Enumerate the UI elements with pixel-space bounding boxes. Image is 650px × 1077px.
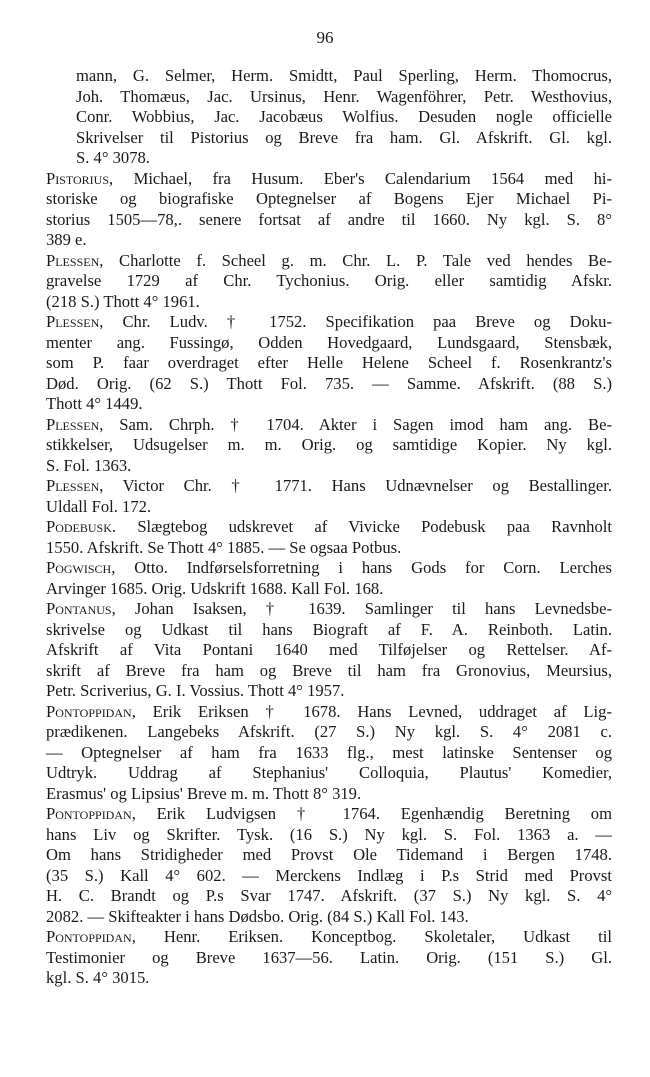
register-entry (46, 251, 612, 313)
entry-line-text: , Erik Eriksen † 1678. Hans Levned, uddraget af Lig- (131, 701, 612, 721)
entry-line (46, 947, 612, 969)
entry-heading: Pontoppidan (46, 804, 132, 823)
entry-line-text: , Otto. Indførselsforretning i hans Gods for Corn. Lerches (111, 558, 612, 577)
entry-line (46, 763, 612, 784)
entry-line (46, 619, 612, 641)
entry-line-text: prædikenen. Langebeks Afskrift. (27 S.) Ny kgl. S. 4° 2081 c. (46, 722, 612, 741)
entry-line-text: 2082. — Skifteakter i hans Dødsbo. Orig. (84 S.) Kall Fol. 143. (46, 906, 469, 926)
entry-line (46, 804, 612, 825)
entry-line (46, 455, 612, 477)
entry-line-text: Afskrift af Vita Pontani 1640 med Tilføjelser og Rettelser. Af- (46, 640, 612, 659)
entry-heading: Pontoppidan (46, 701, 132, 721)
entry-line (46, 271, 612, 292)
entry-heading: Plessen (46, 250, 100, 270)
entry-line-text: , Erik Ludvigsen † 1764. Egenhændig Beretning om (131, 804, 612, 823)
entry-line (46, 845, 612, 866)
continued-entry (46, 66, 612, 169)
entry-heading: Pontanus (46, 599, 112, 618)
entry-heading: Plessen (46, 414, 100, 434)
entry-line (46, 865, 612, 887)
entry-line-text: — Optegnelser af ham fra 1633 flg., mest latinske Sentenser og (46, 742, 612, 762)
entry-line (46, 394, 612, 415)
entry-line (46, 209, 612, 231)
entry-line (46, 886, 612, 907)
entry-line-text: Udtryk. Uddrag af Stephanius' Colloquia, Plautus' Komedier, (46, 763, 612, 782)
entry-line (46, 332, 612, 354)
entry-line-text: , Henr. Eriksen. Konceptbog. Skoletaler, Udkast til (131, 927, 612, 946)
register-entry (46, 517, 612, 558)
entry-line-text: , Sam. Chrph. † 1704. Akter i Sagen imod ham ang. Be- (99, 414, 612, 434)
entry-line (76, 107, 612, 128)
entry-line (46, 824, 612, 846)
entry-line-text: storiske og biografiske Optegnelser af Bogens Ejer Michael Pi- (46, 189, 612, 208)
entry-line (46, 681, 612, 702)
entry-line (46, 189, 612, 210)
entry-heading: Pistorius (46, 168, 110, 188)
entry-line-text: Erasmus' og Lipsius' Breve m. m. Thott 8° 319. (46, 783, 362, 803)
entry-line (46, 414, 612, 436)
register-entry (46, 804, 612, 927)
entry-line-text: Skrivelser til Pistorius og Breve fra ham. Gl. Afskrift. Gl. kgl. (76, 127, 612, 147)
register-entry (46, 415, 612, 477)
entry-line (46, 476, 612, 497)
entry-line-text: Om hans Stridigheder med Provst Ole Tidemand i Bergen 1748. (46, 845, 612, 864)
register-entry (46, 312, 612, 415)
entry-line-text: , Chr. Ludv. † 1752. Specifikation paa Breve og Doku- (99, 312, 612, 331)
entry-line (46, 353, 612, 374)
entry-line (46, 291, 612, 313)
entry-line (46, 906, 612, 928)
entry-heading: Plessen (46, 476, 100, 495)
entry-heading: Pontoppidan (46, 927, 132, 946)
entry-line-text: , Charlotte f. Scheel g. m. Chr. L. P. Tale ved hendes Be- (99, 250, 612, 270)
register-entry (46, 558, 612, 599)
register-entry (46, 169, 612, 251)
entry-line (46, 496, 612, 518)
entry-line-text: 1550. Afskrift. Se Thott 4° 1885. — Se ogsaa Potbus. (46, 537, 402, 557)
entry-line (46, 250, 612, 272)
entry-line-text: skrivelse og Udkast til hans Biograft af F. A. Reinboth. Latin. (46, 619, 612, 639)
entry-line-text: stikkelser, Udsugelser m. m. Orig. og samtidige Kopier. Ny kgl. (46, 435, 612, 454)
entry-line (46, 783, 612, 805)
entry-line-text: , Victor Chr. † 1771. Hans Udnævnelser og Bestallinger. (99, 476, 612, 495)
entry-line (46, 517, 612, 538)
entry-line-text: mann, G. Selmer, Herm. Smidtt, Paul Sperling, Herm. Thomocrus, (76, 66, 612, 85)
register-entry (46, 476, 612, 517)
entry-line (46, 168, 612, 190)
entry-line-text: (35 S.) Kall 4° 602. — Merckens Indlæg i P.s Strid med Provst (46, 865, 612, 885)
entry-line (76, 148, 612, 169)
entry-line-text: H. C. Brandt og P.s Svar 1747. Afskrift. (37 S.) Ny kgl. S. 4° (46, 886, 612, 905)
entry-line-text: Testimonier og Breve 1637—56. Latin. Orig. (151 S.) Gl. (46, 947, 612, 967)
entry-line (76, 66, 612, 87)
entry-line (76, 128, 612, 149)
entry-line (46, 558, 612, 579)
entry-line (46, 373, 612, 395)
entry-line-text: Petr. Scriverius, G. I. Vossius. Thott 4° 1957. (46, 681, 345, 700)
entry-heading: Pogwisch (46, 558, 112, 577)
entry-line-text: 389 e. (46, 230, 87, 249)
entry-line-text: Joh. Thomæus, Jac. Ursinus, Henr. Wagenföhrer, Petr. Westhovius, (76, 86, 612, 106)
entry-line-text: Uldall Fol. 172. (46, 496, 152, 516)
entry-line (46, 660, 612, 682)
entry-line-text: (218 S.) Thott 4° 1961. (46, 291, 200, 311)
entry-line (46, 640, 612, 661)
entry-line (46, 927, 612, 948)
entry-line (46, 722, 612, 743)
entry-line-text: skrift af Breve fra ham og Breve til ham fra Gronovius, Meursius, (46, 660, 612, 680)
entry-line (46, 578, 612, 600)
entry-line-text: , Johan Isaksen, † 1639. Samlinger til hans Levnedsbe- (111, 599, 612, 618)
entry-line-text: , Michael, fra Husum. Eber's Calendarium 1564 med hi- (109, 168, 612, 188)
entry-line (46, 599, 612, 620)
entry-line-text: storius 1505—78,. senere fortsat af andre til 1660. Ny kgl. S. 8° (46, 209, 612, 229)
entry-line-text: Thott 4° 1449. (46, 394, 143, 413)
entry-line (46, 537, 612, 559)
page-number: 96 (316, 28, 334, 47)
entry-line-text: som P. faar overdraget efter Helle Helene Scheel f. Rosenkrantz's (46, 353, 612, 372)
entry-line (46, 435, 612, 456)
register-entry (46, 927, 612, 989)
entry-line-text: gravelse 1729 af Chr. Tychonius. Orig. eller samtidig Afskr. (46, 271, 612, 290)
entry-line-text: Conr. Wobbius, Jac. Jacobæus Wolfius. Desuden nogle officielle (76, 107, 612, 126)
register-entry (46, 702, 612, 805)
entry-line-text: . Slægtebog udskrevet af Vivicke Podebusk paa Ravnholt (111, 517, 612, 536)
register-text (46, 66, 612, 989)
entry-line-text: S. 4° 3078. (76, 148, 150, 167)
entry-heading: Podebusk (46, 517, 112, 536)
entry-line (46, 312, 612, 333)
entry-line (46, 230, 612, 251)
entry-line (46, 701, 612, 723)
entry-line-text: Arvinger 1685. Orig. Udskrift 1688. Kall Fol. 168. (46, 578, 384, 598)
entry-line (76, 87, 612, 108)
entry-line-text: S. Fol. 1363. (46, 455, 132, 475)
entry-heading: Plessen (46, 312, 100, 331)
entry-line (46, 968, 612, 989)
register-entry (46, 599, 612, 702)
entry-line-text: hans Liv og Skrifter. Tysk. (16 S.) Ny kgl. S. Fol. 1363 a. — (46, 824, 612, 844)
entry-line-text: kgl. S. 4° 3015. (46, 968, 150, 987)
entry-line-text: Død. Orig. (62 S.) Thott Fol. 735. — Samme. Afskrift. (88 S.) (46, 373, 612, 393)
entry-line (46, 742, 612, 764)
entry-line-text: menter ang. Fussingø, Odden Hovedgaard, Lundsgaard, Stensbæk, (46, 332, 612, 352)
